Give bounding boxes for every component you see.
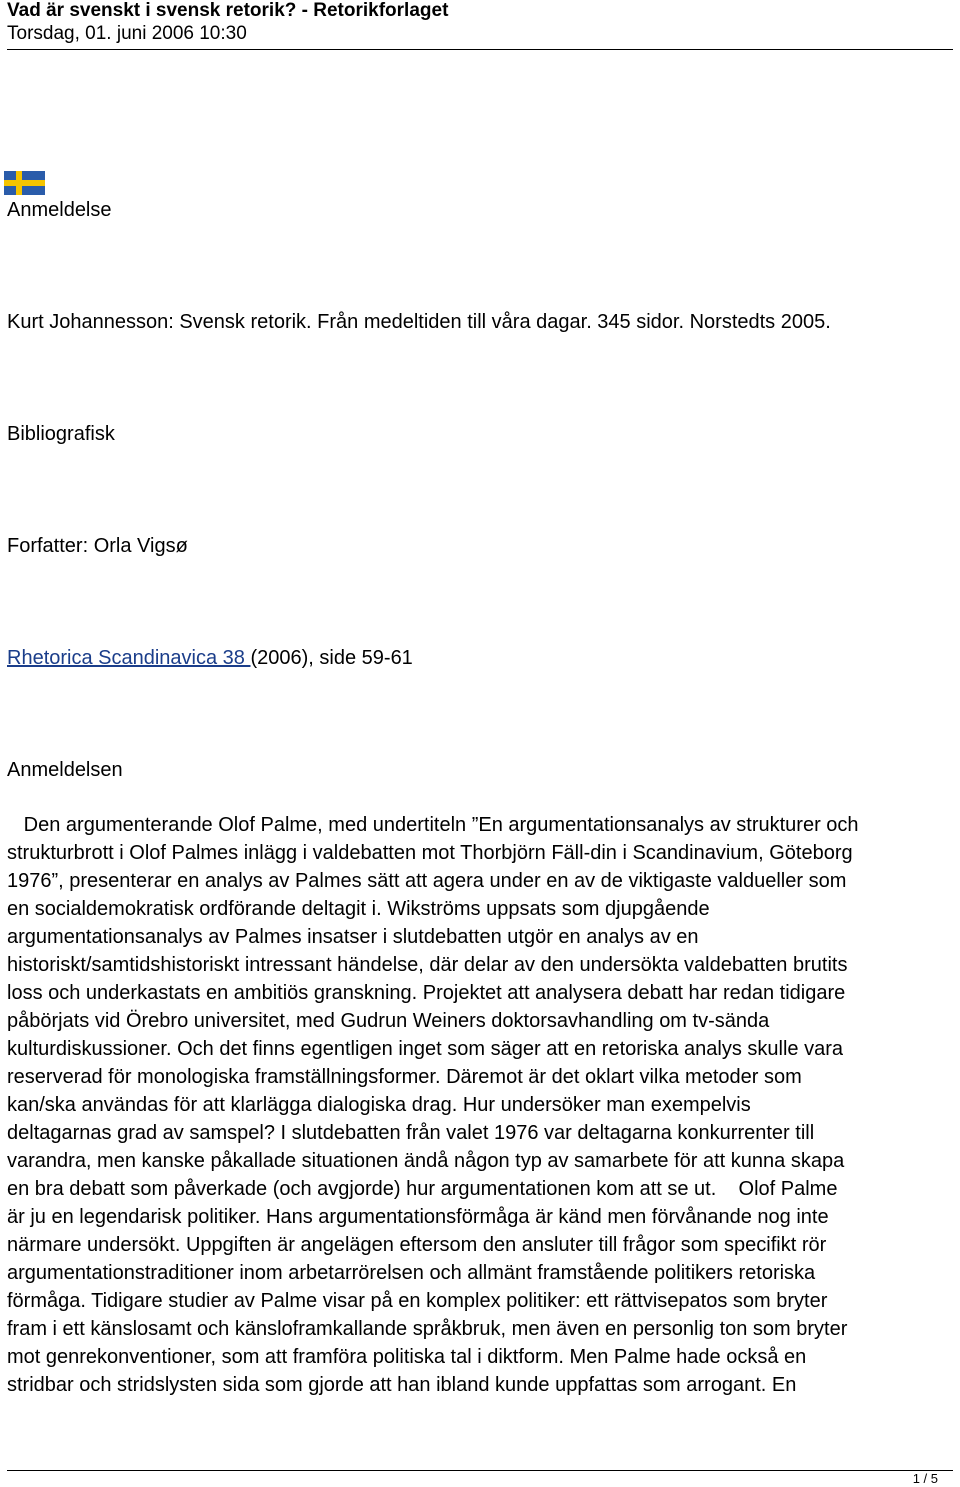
journal-suffix: (2006), side 59-61 (250, 647, 413, 669)
body-line: strukturbrott i Olof Palmes inlägg i valdebatten mot Thorbjörn Fäll-din i Scandinavium, Göteborg (7, 842, 853, 864)
journal-reference (7, 647, 413, 669)
body-line: fram i ett känslosamt och känsloframkallande språkbruk, men även en personlig ton som bryter (7, 1318, 848, 1340)
body-line: en socialdemokratisk ordförande deltagit i. Wikströms uppsats som djupgående (7, 898, 710, 920)
publish-date: Torsdag, 01. juni 2006 10:30 (7, 23, 247, 44)
body-line: reserverad för monologiska framställningsformer. Däremot är det oklart vilka metoder som (7, 1066, 802, 1088)
author-line: Forfatter: Orla Vigsø (7, 535, 188, 557)
section-label: Anmeldelse (7, 199, 112, 221)
page-number: 1 / 5 (912, 1471, 938, 1486)
body-line: är ju en legendarisk politiker. Hans argumentationsförmåga är känd men förvånande nog inte (7, 1206, 829, 1228)
page-header (7, 0, 953, 44)
body-line: varandra, men kanske påkallade situationen ändå någon typ av samarbete för att kunna skapa (7, 1150, 845, 1172)
body-line: stridbar och stridslysten sida som gjorde att han ibland kunde uppfattas som arrogant. En (7, 1374, 797, 1396)
review-label: Anmeldelsen (7, 759, 123, 781)
body-line: argumentationsanalys av Palmes insatser i slutdebatten utgör en analys av en (7, 926, 699, 948)
body-line: argumentationstraditioner inom arbetarrörelsen och allmänt framstående politikers retoriska (7, 1262, 816, 1284)
body-line: loss och underkastats en ambitiös granskning. Projektet att analysera debatt har redan tidigare (7, 982, 846, 1004)
bibliographic-label: Bibliografisk (7, 423, 115, 445)
body-line: förmåga. Tidigare studier av Palme visar på en komplex politiker: ett rättvisepatos som bryter (7, 1290, 828, 1312)
header-divider (7, 49, 953, 50)
footer-divider (7, 1470, 953, 1471)
body-line: 1976”, presenterar en analys av Palmes sätt att agera under en av de viktigaste valdueller som (7, 870, 847, 892)
body-line: deltagarnas grad av samspel? I slutdebatten från valet 1976 var deltagarna konkurrenter till (7, 1122, 815, 1144)
body-line: Den argumenterande Olof Palme, med undertiteln ”En argumentationsanalys av strukturer och (7, 814, 859, 836)
body-line: kan/ska användas för att klarlägga dialogiska drag. Hur undersöker man exempelvis (7, 1094, 751, 1116)
body-line: kulturdiskussioner. Och det finns egentligen inget som säger att en retoriska analys skulle vara (7, 1038, 843, 1060)
body-line: påbörjats vid Örebro universitet, med Gudrun Weiners doktorsavhandling om tv-sända (7, 1010, 770, 1032)
body-line: en bra debatt som påverkade (och avgjorde) hur argumentationen kom att se ut. Olof Palme (7, 1178, 838, 1200)
journal-link[interactable]: Rhetorica Scandinavica 38 (7, 647, 251, 669)
swedish-flag-icon (4, 171, 45, 195)
body-line: historiskt/samtidshistoriskt intressant händelse, där delar av den undersökta valdebatten brutits (7, 954, 848, 976)
review-body (7, 811, 953, 1399)
body-line: närmare undersökt. Uppgiften är angelägen eftersom den ansluter till frågor som specifikt rör (7, 1234, 827, 1256)
book-info: Kurt Johannesson: Svensk retorik. Från medeltiden till våra dagar. 345 sidor. Norstedts 2005. (7, 311, 831, 333)
page-title: Vad är svenskt i svensk retorik? - Retorikforlaget (7, 0, 449, 21)
body-line: mot genrekonventioner, som att framföra politiska tal i diktform. Men Palme hade också en (7, 1346, 807, 1368)
